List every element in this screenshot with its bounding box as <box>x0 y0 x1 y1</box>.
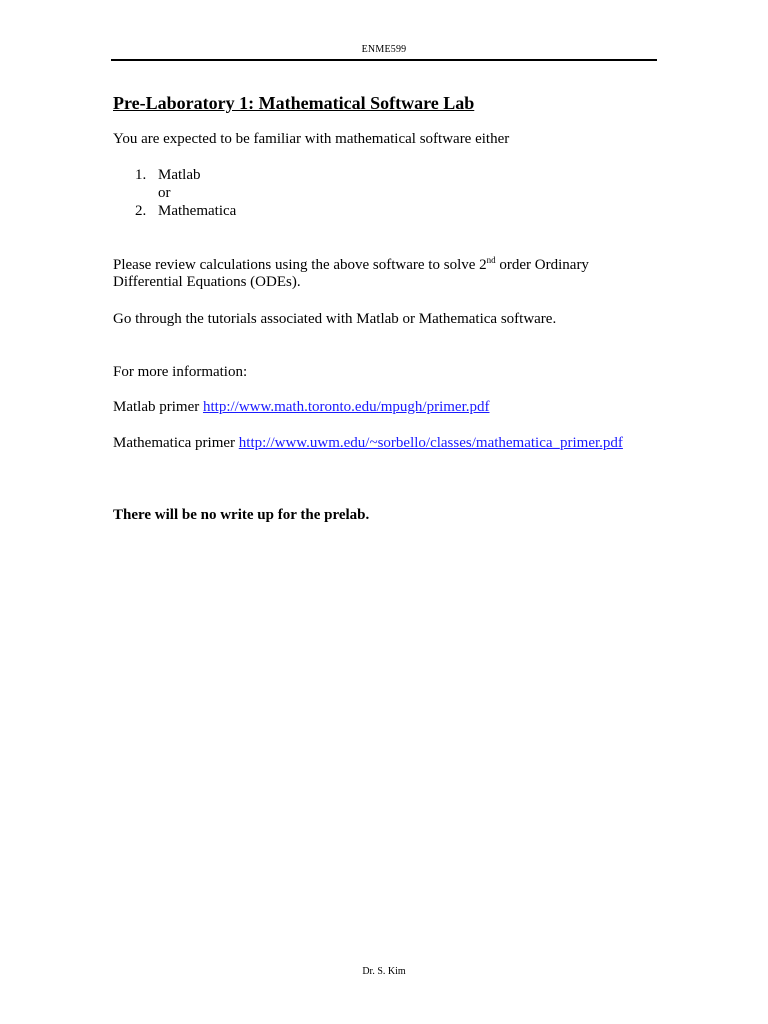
resource-mathematica <box>113 435 623 452</box>
tutorials-text: Go through the tutorials associated with Matlab or Mathematica software. <box>113 311 557 327</box>
review-text-part-1: Please review calculations using the above software to solve 2 <box>113 257 487 273</box>
list-number-2: 2. <box>135 203 147 219</box>
list-number-1: 1. <box>135 167 147 183</box>
matlab-primer-link[interactable]: http://www.math.toronto.edu/mpugh/primer.pdf <box>202 399 490 415</box>
list-item-mathematica: Mathematica <box>158 203 237 219</box>
list-separator-or: or <box>158 185 171 201</box>
review-text-line-1 <box>113 257 589 274</box>
header-course-code: ENME599 <box>361 44 407 55</box>
list-item-matlab: Matlab <box>158 167 201 183</box>
footer-author: Dr. S. Kim <box>362 966 406 977</box>
intro-text: You are expected to be familiar with mathematical software either <box>113 131 510 147</box>
review-text-line-2: Differential Equations (ODEs). <box>113 274 301 290</box>
mathematica-primer-link[interactable]: http://www.uwm.edu/~sorbello/classes/mathematica_primer.pdf <box>238 435 623 451</box>
more-info-label: For more information: <box>113 364 248 380</box>
review-superscript: nd <box>486 255 496 265</box>
resource-matlab <box>113 399 489 416</box>
resource-matlab-label: Matlab primer <box>113 399 203 415</box>
prelab-note: There will be no write up for the prelab. <box>113 507 370 523</box>
review-text-part-2: order Ordinary <box>495 257 589 273</box>
page-title: Pre-Laboratory 1: Mathematical Software Lab <box>113 93 475 113</box>
header-rule <box>111 59 657 61</box>
resource-mathematica-label: Mathematica primer <box>113 435 239 451</box>
